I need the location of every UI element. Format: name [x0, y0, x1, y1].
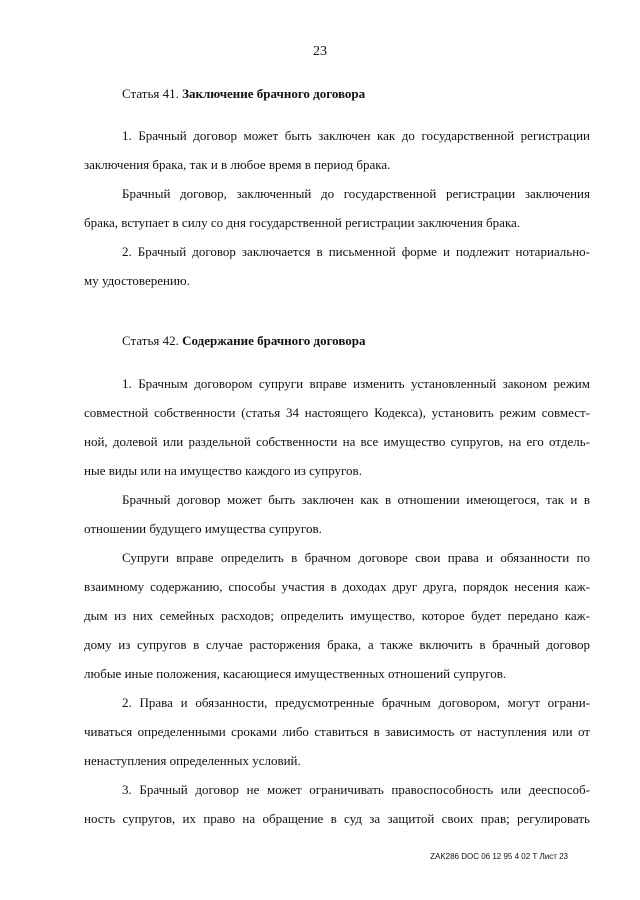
article-42-line: чиваться определенными сроками либо ставиться в зависимость от наступления или от	[84, 724, 590, 739]
article-42-line: 2. Права и обязанности, предусмотренные брачным договором, могут ограни-	[122, 695, 590, 710]
article-42-line: Супруги вправе определить в брачном договоре свои права и обязанности по	[122, 550, 590, 565]
article-42-line: ненаступления определенных условий.	[84, 753, 301, 768]
article-42-prefix: Статья 42.	[122, 333, 179, 348]
article-42-line: дому из супругов в случае расторжения брака, а также включить в брачный договор	[84, 637, 590, 652]
article-42-line: дым из них семейных расходов; определить имущество, которое будет передано каж-	[84, 608, 590, 623]
article-41-prefix: Статья 41.	[122, 86, 179, 101]
article-41-line: заключения брака, так и в любое время в период брака.	[84, 157, 391, 172]
article-41-line: брака, вступает в силу со дня государственной регистрации заключения брака.	[84, 215, 521, 230]
page-number: 23	[313, 44, 327, 59]
article-42-line: взаимному содержанию, способы участия в доходах друг друга, порядок несения каж-	[84, 579, 590, 594]
article-42-line: отношении будущего имущества супругов.	[84, 521, 322, 536]
article-42-line: ность супругов, их право на обращение в суд за защитой своих прав; регулировать	[84, 811, 590, 826]
article-42-line: ной, долевой или раздельной собственности на все имущество супругов, на его отдель-	[84, 434, 590, 449]
article-42-line: 3. Брачный договор не может ограничивать правоспособность или дееспособ-	[122, 782, 590, 797]
article-41-line: 2. Брачный договор заключается в письменной форме и подлежит нотариально-	[122, 244, 590, 259]
article-42-line: ные виды или на имущество каждого из супругов.	[84, 463, 362, 478]
article-42-line: 1. Брачным договором супруги вправе изменить установленный законом режим	[122, 376, 590, 391]
article-42-line: Брачный договор может быть заключен как в отношении имеющегося, так и в	[122, 492, 590, 507]
article-41-line: 1. Брачный договор может быть заключен как до государственной регистрации	[122, 128, 590, 143]
article-41-heading	[122, 86, 365, 102]
article-42-heading	[122, 333, 366, 349]
article-41-title: Заключение брачного договора	[182, 86, 366, 101]
article-41-line: Брачный договор, заключенный до государственной регистрации заключения	[122, 186, 590, 201]
document-footer: ZAK286 DOC 06 12 95 4 02 Т Лист 23	[430, 852, 568, 861]
article-42-line: совместной собственности (статья 34 настоящего Кодекса), установить режим совмест-	[84, 405, 590, 420]
article-42-title: Содержание брачного договора	[182, 333, 366, 348]
article-41-line: му удостоверению.	[84, 273, 190, 288]
article-42-line: любые иные положения, касающиеся имущественных отношений супругов.	[84, 666, 507, 681]
